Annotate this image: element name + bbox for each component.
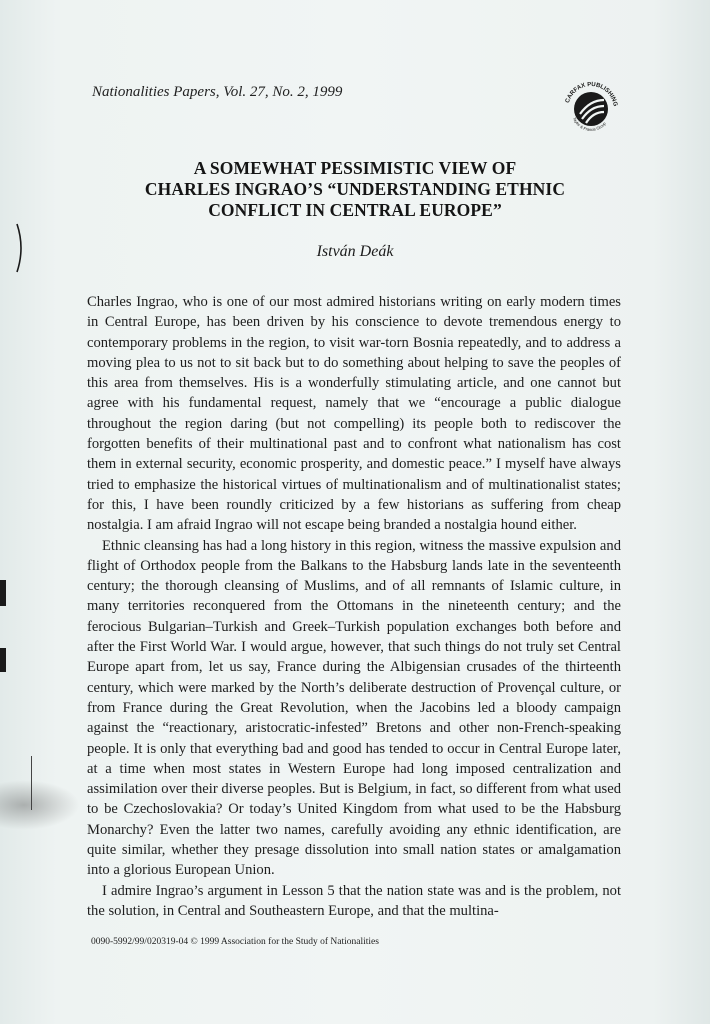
title-line: CHARLES INGRAO’S “UNDERSTANDING ETHNIC bbox=[144, 179, 566, 199]
author-name: István Deák bbox=[316, 243, 394, 260]
logo-subtext: Taylor & Francis Group bbox=[571, 116, 607, 133]
article-body bbox=[87, 292, 621, 921]
article-title bbox=[90, 158, 620, 221]
paragraph: I admire Ingrao’s argument in Lesson 5 that the nation state was and is the problem, not the solution, in Central and Southeastern Europe, and that the multina- bbox=[87, 882, 621, 919]
journal-citation: Nationalities Papers, Vol. 27, No. 2, 1999 bbox=[92, 84, 343, 100]
scan-smudge bbox=[0, 780, 80, 830]
binding-bracket-mark bbox=[14, 222, 28, 274]
paragraph: Ethnic cleansing has had a long history in this region, witness the massive expulsion and flight of Orthodox people from the Balkans to the Habsburg lands late in the seventeenth century; the thorough cleansing of Muslims, and of all remnants of Islamic culture, in many territories reconquered from the Ottomans in the nineteenth century; and the ferocious Bulgarian–Turkish and Greek–Turkish population exchanges both before and after the First World War. I would argue, however, that such things do not truly set Central Europe apart from, let us say, France during the Albigensian crusades of the thirteenth century, which were marked by the North’s deliberate destruction of Provençal culture, or from France during the Great Revolution, when the Jacobins led a bloody campaign against the “reactionary, aristocratic-infested” Bretons and other non-French-speaking people. It is only that everything bad and good has tended to occur in Central Europe later, at a time when most states in Western Europe had long imposed centralization and assimilation over their diverse peoples. But is Belgium, in fact, so different from what used to be Czechoslovakia? Or today’s United Kingdom from what used to be the Habsburg Monarchy? Even the latter two names, carefully avoiding any ethnic identification, are quite similar, whether they presage dissolution into small nation states or amalgamation into a glorious European Union. bbox=[87, 537, 621, 879]
carfax-publishing-logo bbox=[560, 78, 622, 140]
title-line: CONFLICT IN CENTRAL EUROPE” bbox=[208, 200, 502, 220]
copyright-footer: 0090-5992/99/020319-04 © 1999 Association for the Study of Nationalities bbox=[91, 937, 379, 947]
scan-edge-mark bbox=[0, 580, 6, 606]
title-line: A SOMEWHAT PESSIMISTIC VIEW OF bbox=[193, 158, 517, 178]
logo-text: CARFAX PUBLISHING bbox=[564, 81, 618, 107]
paragraph: Charles Ingrao, who is one of our most admired historians writing on early modern times in Central Europe, has been driven by his conscience to devote tremendous energy to contemporary problems in the region, to visit war-torn Bosnia repeatedly, and to address a moving plea to us not to sit back but to do something about helping to save the peoples of this area from themselves. His is a wonderfully stimulating article, and one cannot but agree with his fundamental request, namely that we “encourage a public dialogue throughout the region daring (but not compelling) its people both to rediscover the forgotten benefits of their multinational past and to confront what nationalism has cost them in external security, economic prosperity, and domestic peace.” I myself have always tried to emphasize the historical virtues of multinationalism and of multinationalist states; for this, I have been roundly criticized by a few historians as suffering from cheap nostalgia. I am afraid Ingrao will not escape being branded a nostalgia hound either. bbox=[87, 294, 621, 534]
scan-edge-mark bbox=[0, 648, 6, 672]
